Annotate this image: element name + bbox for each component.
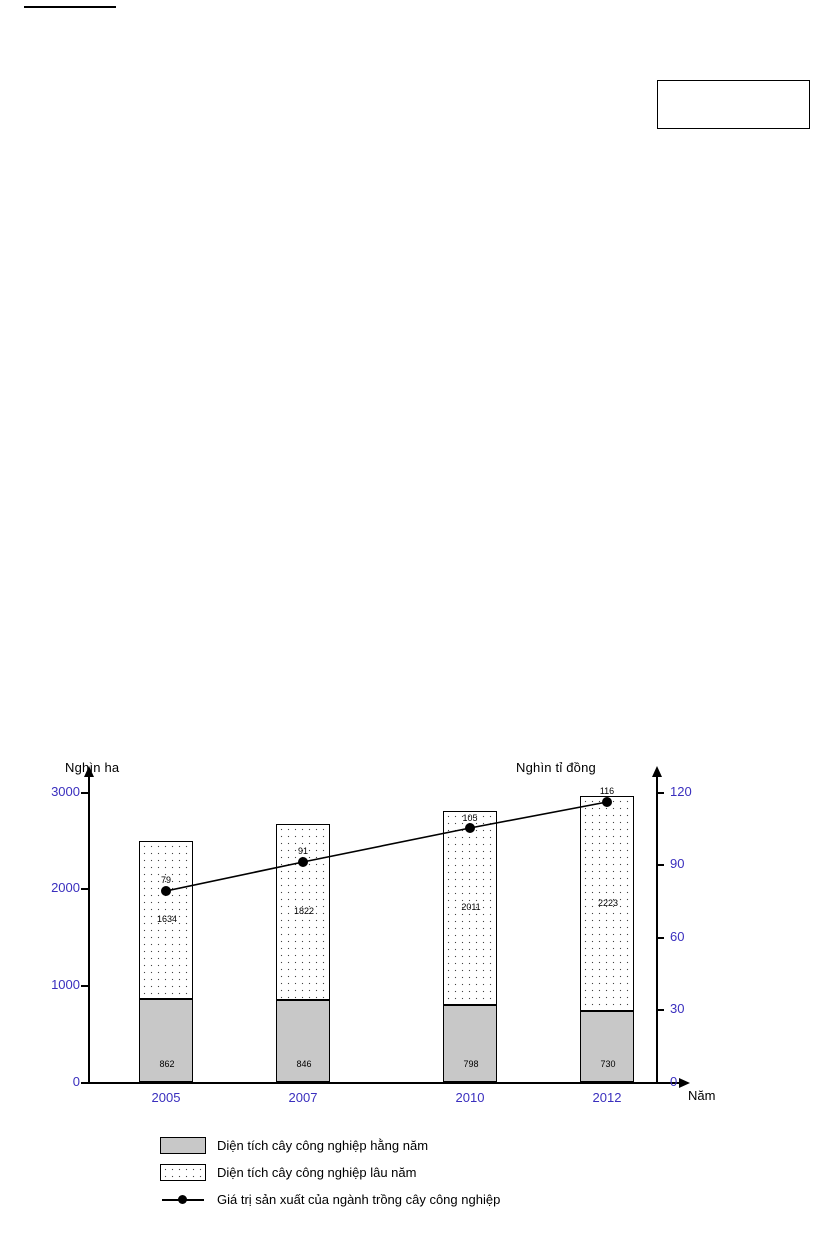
y-axis-left-title: Nghìn ha [65, 760, 120, 775]
answer-box [657, 80, 810, 129]
chart-legend [160, 1136, 680, 1217]
bar-value-perennial-2005: 1634 [156, 914, 178, 924]
legend-swatch-perennial-icon [160, 1164, 206, 1181]
y-tick-left-0 [81, 1082, 88, 1084]
line-point-2005 [161, 886, 171, 896]
y-label-left-1000: 1000 [51, 977, 80, 992]
bar-value-annual-2007: 846 [296, 1059, 312, 1069]
chart [40, 756, 740, 1236]
x-axis [88, 1082, 688, 1084]
header-rule [24, 6, 116, 8]
line-series-production [88, 776, 688, 1082]
x-label-2005: 2005 [151, 1090, 181, 1105]
line-point-2012 [602, 797, 612, 807]
line-point-2007 [298, 857, 308, 867]
y-label-left-0: 0 [72, 1074, 80, 1089]
line-value-2012: 116 [599, 786, 615, 796]
y-axis-right-title: Nghìn tỉ đồng [516, 760, 596, 775]
line-point-2010 [465, 823, 475, 833]
y-tick-left-1000 [81, 985, 88, 987]
x-label-2010: 2010 [455, 1090, 485, 1105]
y-tick-right-0 [656, 1082, 664, 1084]
y-label-right-0: 0 [670, 1074, 678, 1089]
bar-value-annual-2010: 798 [463, 1059, 479, 1069]
y-label-left-3000: 3000 [51, 784, 80, 799]
legend-swatch-line-icon [160, 1191, 206, 1208]
x-axis-title: Năm [688, 1088, 716, 1103]
y-label-right-30: 30 [670, 1001, 685, 1016]
line-path [166, 802, 607, 891]
y-label-left-2000: 2000 [51, 880, 80, 895]
bar-value-annual-2005: 862 [159, 1059, 175, 1069]
legend-item-production [160, 1190, 680, 1208]
y-label-right-90: 90 [670, 856, 685, 871]
legend-label-annual: Diện tích cây công nghiệp hằng năm [217, 1137, 429, 1153]
line-value-2007: 91 [297, 846, 309, 856]
x-label-2007: 2007 [288, 1090, 318, 1105]
line-value-2010: 105 [462, 813, 478, 823]
y-label-right-120: 120 [670, 784, 692, 799]
bar-value-perennial-2012: 2223 [597, 897, 619, 908]
bar-value-perennial-2010: 2011 [461, 902, 481, 912]
bar-value-annual-2012: 730 [600, 1059, 616, 1069]
y-label-right-60: 60 [670, 929, 685, 944]
legend-swatch-annual-icon [160, 1137, 206, 1154]
y-tick-left-3000 [81, 792, 88, 794]
legend-item-perennial [160, 1163, 680, 1181]
plot-area [51, 784, 716, 1105]
bar-value-perennial-2007: 1822 [293, 906, 315, 916]
legend-item-annual [160, 1136, 680, 1154]
legend-label-perennial: Diện tích cây công nghiệp lâu năm [217, 1164, 417, 1180]
line-value-2005: 79 [160, 875, 172, 885]
legend-label-production: Giá trị sản xuất của ngành trồng cây công nghiệp [217, 1191, 501, 1207]
y-tick-left-2000 [81, 888, 88, 890]
x-label-2012: 2012 [592, 1090, 622, 1105]
